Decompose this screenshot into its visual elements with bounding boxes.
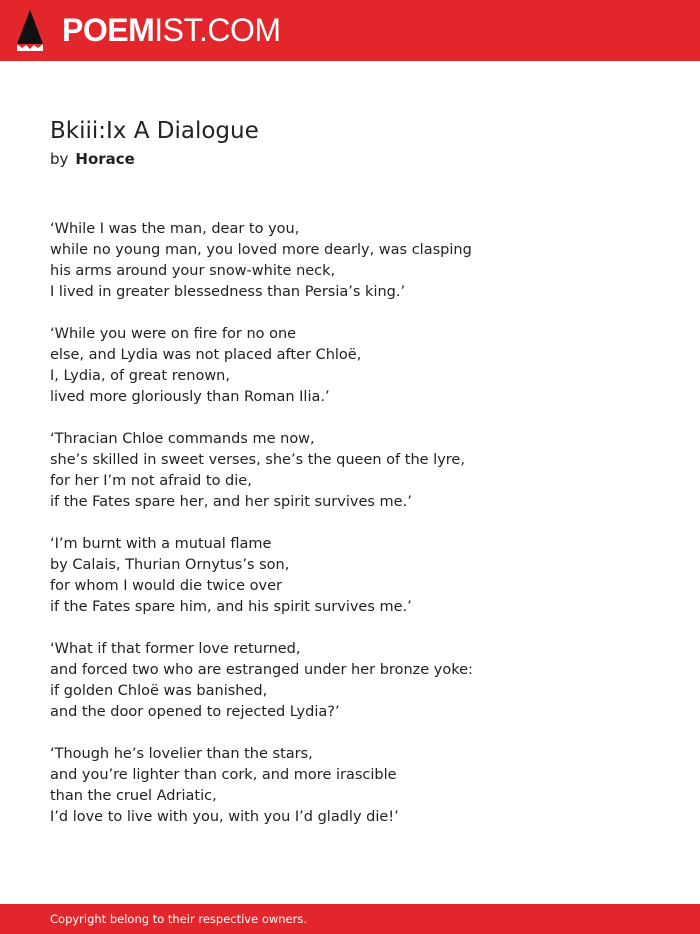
- poem-line: and you’re lighter than cork, and more irascible: [50, 767, 397, 783]
- poem-line: for whom I would die twice over: [50, 578, 283, 594]
- pencil-tip-icon[interactable]: [17, 10, 43, 51]
- poem-line: if the Fates spare him, and his spirit survives me.’: [50, 599, 412, 615]
- poem-line: while no young man, you loved more dearly, was clasping: [50, 242, 472, 258]
- poem-line: his arms around your snow-white neck,: [50, 263, 336, 279]
- stanza: [50, 429, 650, 513]
- poem-line: for her I’m not afraid to die,: [50, 473, 252, 489]
- poem-body: [50, 219, 650, 849]
- poem-line: I, Lydia, of great renown,: [50, 368, 230, 384]
- brand-bold: POEM: [62, 12, 155, 48]
- stanza: [50, 534, 650, 618]
- brand-light: IST.COM: [154, 12, 281, 48]
- stanza: [50, 324, 650, 408]
- poem-line: by Calais, Thurian Ornytus’s son,: [50, 557, 290, 573]
- site-header: [0, 0, 700, 61]
- poem-line: she’s skilled in sweet verses, she’s the queen of the lyre,: [50, 452, 465, 468]
- poem-line: if golden Chloë was banished,: [50, 683, 268, 699]
- poem-line: ‘I’m burnt with a mutual flame: [50, 536, 272, 552]
- stanza: [50, 219, 650, 303]
- poem-line: ‘While I was the man, dear to you,: [50, 221, 300, 237]
- poem-line: lived more gloriously than Roman Ilia.’: [50, 389, 330, 405]
- poem-line: ‘Though he’s lovelier than the stars,: [50, 746, 313, 762]
- poem-line: ‘While you were on fire for no one: [50, 326, 297, 342]
- poem-line: if the Fates spare her, and her spirit survives me.’: [50, 494, 412, 510]
- poem-line: I’d love to live with you, with you I’d gladly die!’: [50, 809, 399, 825]
- author-name: Horace: [75, 150, 135, 168]
- poem-line: else, and Lydia was not placed after Chloë,: [50, 347, 362, 363]
- poem-line: and the door opened to rejected Lydia?’: [50, 704, 340, 720]
- poem-byline: [50, 149, 135, 169]
- poem-line: and forced two who are estranged under her bronze yoke:: [50, 662, 473, 678]
- stanza: [50, 639, 650, 723]
- site-footer: [0, 904, 700, 934]
- poem-line: ‘What if that former love returned,: [50, 641, 301, 657]
- poem-title: Bkiii:Ix A Dialogue: [50, 118, 259, 144]
- by-label: by: [50, 150, 69, 168]
- poem-line: than the cruel Adriatic,: [50, 788, 217, 804]
- copyright-notice: Copyright belong to their respective owners.: [50, 912, 308, 926]
- poem-line: ‘Thracian Chloe commands me now,: [50, 431, 315, 447]
- poem-line: I lived in greater blessedness than Persia’s king.’: [50, 284, 406, 300]
- site-logo-text[interactable]: [62, 11, 281, 49]
- stanza: [50, 744, 650, 828]
